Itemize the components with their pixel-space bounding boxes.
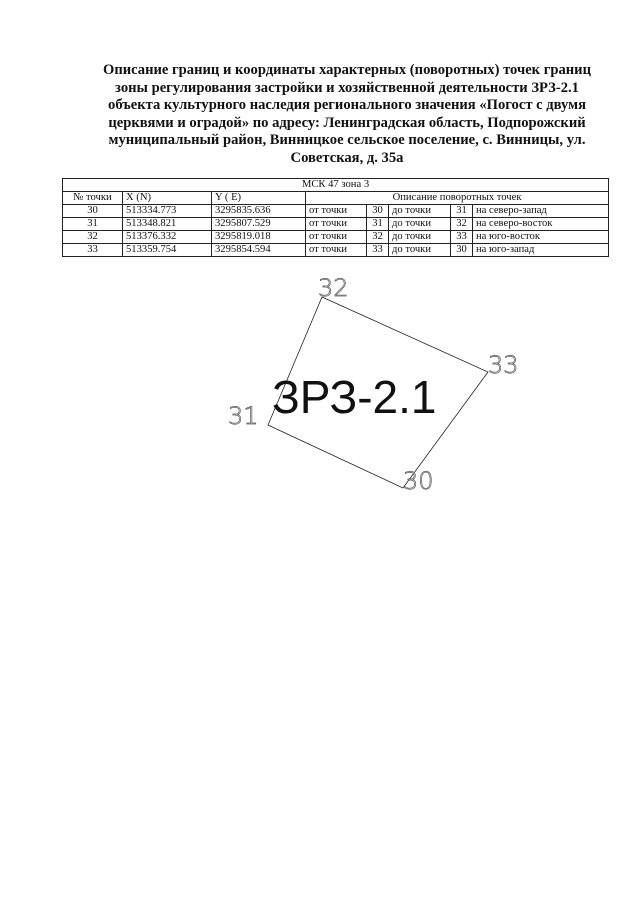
coordinate-system-label: МСК 47 зона 3 [63,179,609,192]
zone-label: ЗРЗ-2.1 [272,371,437,423]
cell-to-label: до точки [389,218,451,231]
cell-to: 30 [451,244,473,257]
cell-from-label: от точки [306,205,367,218]
cell-x: 513359.754 [123,244,212,257]
cell-y: 3295835.636 [212,205,306,218]
point-label-32: 32 [318,274,349,302]
cell-from: 30 [367,205,389,218]
cell-from-label: от точки [306,218,367,231]
cell-to-label: до точки [389,231,451,244]
cell-to: 32 [451,218,473,231]
cell-x: 513334.773 [123,205,212,218]
cell-direction: на северо-запад [473,205,609,218]
cell-direction: на юго-восток [473,231,609,244]
cell-from: 33 [367,244,389,257]
document-title: Описание границ и координаты характерных (поворотных) точек границ зоны регулирования застройки и хозяйственной деятельности ЗРЗ-2.1 объекта культурного наследия регионального значения «Погост с двумя церквями и оградой» по адресу: Ленинградская область, Подпорожский муниципальный район, Винницкое сельское поселение, с. Винницы, ул. Советская, д. 35а [102,62,592,166]
point-label-33: 33 [488,351,519,379]
header-x: X (N) [123,192,212,205]
cell-y: 3295854.594 [212,244,306,257]
point-label-30: 30 [403,467,434,495]
cell-from-label: от точки [306,244,367,257]
cell-to-label: до точки [389,244,451,257]
cell-x: 513348.821 [123,218,212,231]
header-y: Y ( E) [212,192,306,205]
header-description: Описание поворотных точек [306,192,609,205]
cell-to: 31 [451,205,473,218]
cell-to: 33 [451,231,473,244]
cell-x: 513376.332 [123,231,212,244]
header-point: № точки [63,192,123,205]
cell-direction: на северо-восток [473,218,609,231]
cell-from-label: от точки [306,231,367,244]
cell-point: 31 [63,218,123,231]
cell-point: 33 [63,244,123,257]
cell-from: 32 [367,231,389,244]
cell-direction: на юго-запад [473,244,609,257]
cell-y: 3295807.529 [212,218,306,231]
cell-point: 30 [63,205,123,218]
point-label-31: 31 [228,402,259,430]
cell-from: 31 [367,218,389,231]
cell-point: 32 [63,231,123,244]
cell-y: 3295819.018 [212,231,306,244]
cell-to-label: до точки [389,205,451,218]
